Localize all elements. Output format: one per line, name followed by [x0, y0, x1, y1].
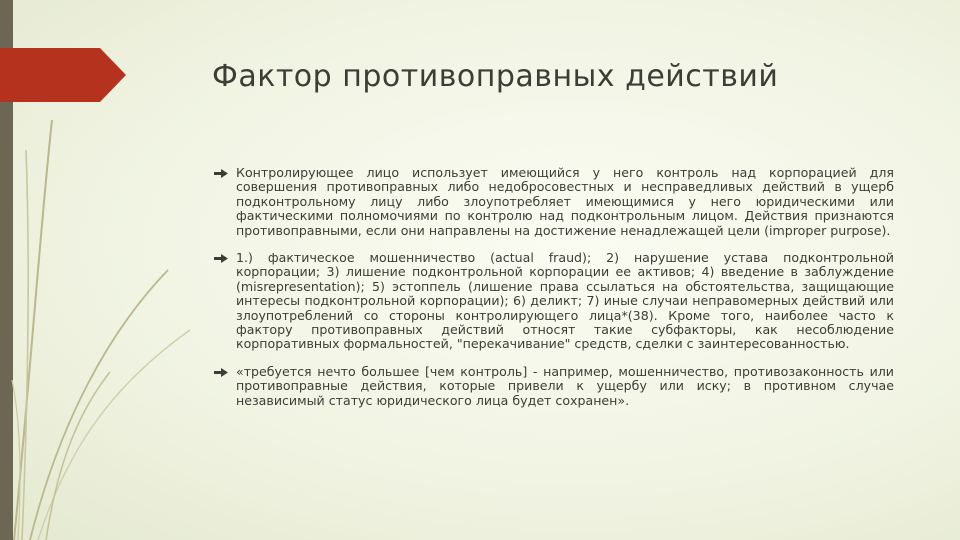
- bullet-list: [214, 166, 894, 421]
- bullet-text: Контролирующее лицо использует имеющийся у него контроль над корпорацией для совершения противоправных либо недобросовестных и несправедливых действий в ущерб подконтрольному лицу либо злоупотребляет имеющимися у него юридическими или фактическими полномочиями по контролю над подконтрольным лицом. Действия признаются противоправными, если они направлены на достижение ненадлежащей цели (improper purpose).: [236, 165, 894, 238]
- arrow-right-icon: [214, 368, 228, 377]
- bullet-item: [214, 166, 894, 238]
- title-accent-marker: [0, 48, 128, 102]
- bullet-item: [214, 251, 894, 352]
- bullet-text: «требуется нечто большее [чем контроль] - например, мошенничество, противозаконность или противоправные действия, которые привели к ущербу или иску; в противном случае независимый статус юридического лица будет сохранен».: [236, 363, 894, 408]
- arrow-right-icon: [214, 169, 228, 178]
- bullet-item: [214, 365, 894, 408]
- slide-title: Фактор противоправных действий: [212, 59, 779, 94]
- bullet-text: 1.) фактическое мошенничество (actual fraud); 2) нарушение устава подконтрольной корпорации; 3) лишение подконтрольной корпорации ее активов; 4) введение в заблуждение (misrepresentation); 5) эстоппель (лишение права ссылаться на обстоятельства, защищающие интересы подконтрольной корпорации); 6) деликт; 7) иные случаи неправомерных действий или злоупотреблений со стороны контролирующего лица*(38). Кроме того, наиболее часто к фактору противоправных действий относят такие субфакторы, как несоблюдение корпоративных формальностей, "перекачивание" средств, сделки с заинтересованностью.: [236, 250, 894, 352]
- arrow-right-icon: [214, 254, 228, 263]
